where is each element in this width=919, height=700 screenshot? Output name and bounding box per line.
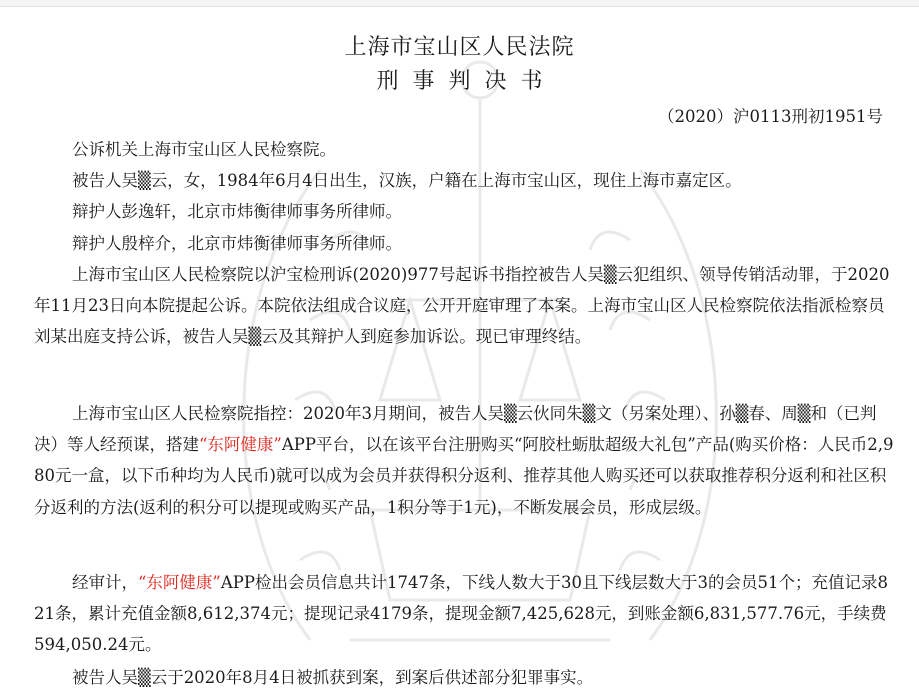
arrest-paragraph: 被告人吴▒云于2020年8月4日被抓获到案，到案后供述部分犯罪事实。: [72, 668, 594, 687]
court-name: 上海市宝山区人民法院: [344, 35, 575, 60]
defender-1-paragraph: 辩护人彭逸轩，北京市炜衡律师事务所律师。: [72, 202, 402, 221]
charges-paragraph: [34, 398, 894, 523]
document-type-title: 刑事判决书: [376, 69, 557, 94]
prosecutor-paragraph: 公诉机关上海市宝山区人民检察院。: [72, 140, 336, 159]
defender-2-paragraph: 辩护人殷梓介，北京市炜衡律师事务所律师。: [72, 234, 402, 253]
case-number: （2020）沪0113刑初1951号: [658, 107, 883, 126]
charges-text-b: APP平台，以在该平台注册购买“阿胶杜蛎肽超级大礼包”产品(购买价格：人民币2,980元一盒，以下币种均为人民币)就可以成为会员并获得积分返利、推荐其他人购买还可以获取推荐积分返利和社区积分返利的方法(返利的积分可以提现或购买产品，1积分等于1元)，不断发展会员，形成层级。: [34, 435, 894, 517]
brand-name: “东阿健康”: [199, 435, 282, 455]
brand-name-audit: “东阿健康”: [138, 573, 221, 592]
charges-text-a: 上海市宝山区人民检察院指控：2020年3月期间，被告人吴▒云伙同朱▒文（另案处理）、孙▒春、周▒和（已判决）等人经预谋，搭建: [34, 404, 877, 455]
audit-text: APP检出会员信息共计1747条，下线人数大于30且下线层数大于3的会员51个；充值记录821条，累计充值金额8,612,374元；提现记录4179条，提现金额7,425,628元，到账金额6,831,577.76元，手续费594,050.24元。: [34, 573, 888, 655]
audit-paragraph: [34, 567, 894, 661]
defendant-paragraph: 被告人吴▒云，女，1984年6月4日出生，汉族，户籍在上海市宝山区，现住上海市嘉定区。: [72, 171, 742, 190]
audit-lead: 经审计，: [72, 573, 138, 592]
procedure-paragraph: 上海市宝山区人民检察院以沪宝检刑诉(2020)977号起诉书指控被告人吴▒云犯组织、领导传销活动罪，于2020年11月23日向本院提起公诉。本院依法组成合议庭，公开开庭审理了本案。上海市宝山区人民检察院依法指派检察员刘某出庭支持公诉，被告人吴▒云及其辩护人到庭参加诉讼。现已审理终结。: [34, 265, 890, 347]
